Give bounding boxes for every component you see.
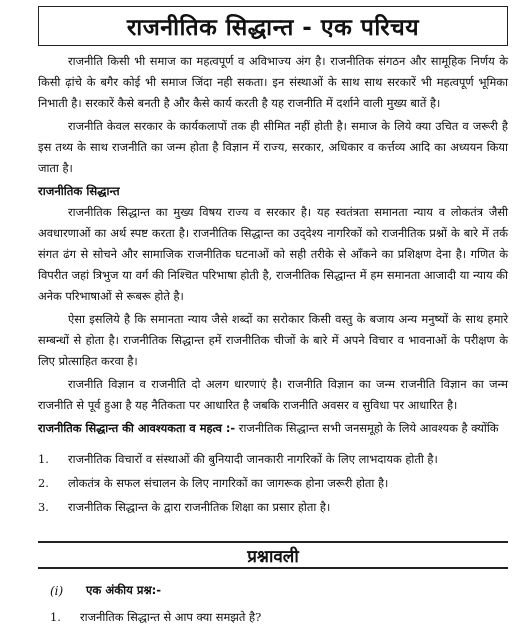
need-heading: राजनीतिक सिद्धान्त की आवश्यकता व महत्व :- bbox=[38, 421, 236, 435]
list-item-text: राजनीतिक विचारों व संस्थाओं की बुनियादी जानकारी नागरिकों के लिए लाभदायक होती है। bbox=[68, 452, 438, 466]
main-content bbox=[38, 51, 508, 519]
paragraph-intro-1: राजनीति किसी भी समाज का महत्वपूर्ण व अविभाज्य अंग है। राजनीतिक संगठन और सामूहिक निर्णय के किसी ढ़ांचे के बगैर कोई भी समाज जिंदा नही सकता। इन संस्थाओं के साथ साथ सरकारें भी महत्वपूर्ण भूमिका निभाती है। सरकारें कैसे बनती है और कैसे कार्य करती है यह राजनीति में दर्शाने वाली मुख्य बातें है। bbox=[38, 54, 508, 110]
questions-subheading bbox=[50, 583, 161, 598]
list-item-number: 2. bbox=[38, 476, 49, 490]
question-item bbox=[50, 610, 261, 625]
section-heading: राजनीतिक सिद्धान्त bbox=[38, 184, 120, 198]
list-item bbox=[38, 447, 508, 471]
title-box bbox=[38, 6, 508, 46]
page-title: राजनीतिक सिद्धान्त - एक परिचय bbox=[126, 15, 420, 41]
list-item-number: 3. bbox=[38, 500, 49, 514]
paragraph-theory-1: राजनीतिक सिद्धान्त का मुख्य विषय राज्य व सरकार है। यह स्वतंत्रता समानता न्याय व लोकतंत्र जैसी अवधारणाओं का अर्थ स्पष्ट करता है। राजनीतिक सिद्धान्त का उद्‌देश्य नागरिकों को राजनीतिक प्रश्नों के बारे में तर्क संगत ढंग से सोचने और सामाजिक राजनीतिक घटनाओं को सही तरीके से आँकने का प्रशिक्षण देना है। गणित के विपरीत जहां त्रिभुज या वर्ग की निश्चित परिभाषा होती है, राजनीतिक सिद्धान्त में हम समानता आजादी या न्याय की अनेक परिभाषाओं से रूबरू होते है। bbox=[38, 205, 508, 303]
paragraph-intro-2: राजनीति केवल सरकार के कार्यकलापों तक ही सीमित नहीं होती है। समाज के लिये क्या उचित व जरूरी है इस तथ्य के साथ राजनीति का जन्म होता है विज्ञान में राज्य, सरकार, अधिकार व कर्त्तव्य आदि का अध्ययन किया जाता है। bbox=[38, 119, 508, 175]
paragraph-theory-3: राजनीति विज्ञान व राजनीति दो अलग धारणाएं है। राजनीति विज्ञान का जन्म राजनीति विज्ञान का जन्म राजनीति से पूर्व हुआ है यह नैतिकता पर आधारित है जबकि राजनीति अवसर व सुविधा पर आधारित है। bbox=[38, 377, 508, 412]
need-text: राजनीतिक सिद्धान्त सभी जनसमूहो के लिये आवश्यक है क्योंकि bbox=[235, 421, 499, 435]
question-text: राजनीतिक सिद्धान्त से आप क्या समझते है? bbox=[80, 610, 262, 624]
subheading-text: एक अंकीय प्रश्न:- bbox=[86, 583, 162, 597]
list-item-text: राजनीतिक सिद्धान्त के द्वारा राजनीतिक शिक्षा का प्रसार होता है। bbox=[68, 500, 331, 514]
list-item bbox=[38, 471, 508, 495]
questions-header bbox=[38, 541, 508, 569]
need-paragraph bbox=[38, 418, 508, 439]
list-item-number: 1. bbox=[38, 452, 49, 466]
reasons-list bbox=[38, 447, 508, 519]
subheading-number: (i) bbox=[50, 583, 64, 598]
list-item bbox=[38, 495, 508, 519]
paragraph-theory-2: ऐसा इसलिये है कि समानता न्याय जैसे शब्दों का सरोकार किसी वस्तु के बजाय अन्य मनुष्यों के साथ हमारे सम्बन्धों से होता है। राजनीतिक सिद्धान्त हमें राजनीतिक चीजों के बारे में अपने विचार व भावनाओं के परीक्षण के लिए प्रोत्साहित करवा है। bbox=[38, 312, 508, 368]
questions-title: प्रश्नावली bbox=[247, 546, 299, 567]
question-number: 1. bbox=[50, 610, 61, 624]
list-item-text: लोकतंत्र के सफल संचालन के लिए नागरिकों का जागरूक होना जरूरी होता है। bbox=[68, 476, 389, 490]
